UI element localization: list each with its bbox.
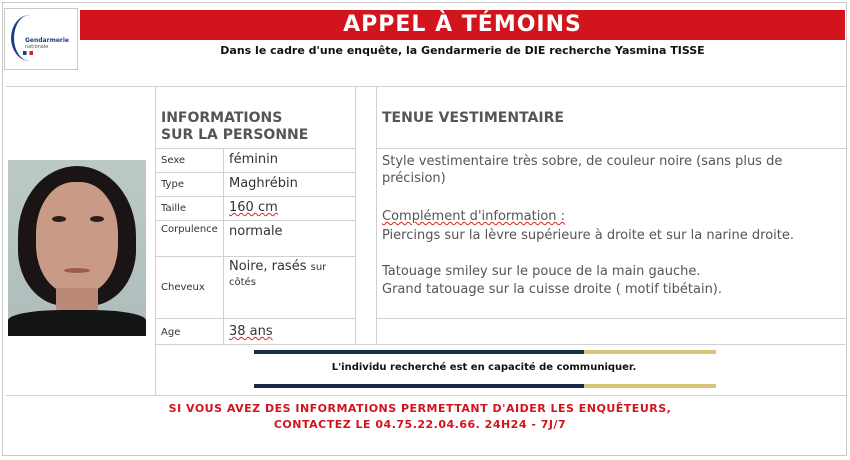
complement-line-3: Grand tatouage sur la cuisse droite ( motif tibétain). [382,282,723,297]
subtitle: Dans le cadre d'une enquête, la Gendarmerie de DIE recherche Yasmina TISSE [220,44,705,57]
logo-sub: nationale [25,44,49,50]
divider [155,256,355,257]
page-title: APPEL À TÉMOINS [80,10,845,40]
divider [155,196,355,197]
value-taille: 160 cm [229,200,278,215]
bar-gold [584,350,716,354]
value-type: Maghrébin [229,176,298,191]
divider [355,86,356,344]
divider [6,86,846,87]
divider [155,344,845,345]
bar-navy [254,350,584,354]
value-age: 38 ans [229,324,273,339]
label-age: Age [161,327,181,338]
label-corpulence: Corpulence [161,224,218,235]
divider [155,318,355,319]
value-cheveux: Noire, rasés sur côtés [229,259,327,288]
divider [155,220,355,221]
gendarmerie-logo [4,8,78,70]
divider [155,86,156,395]
divider [376,318,846,319]
logo-name: Gendarmerie [25,37,69,44]
flag-icon [23,51,33,55]
suspect-photo [8,160,146,336]
complement-line-1: Piercings sur la lèvre supérieure à droite et sur la narine droite. [382,228,794,243]
divider [376,148,846,149]
label-type: Type [161,179,184,190]
divider [155,148,355,149]
value-corpulence: normale [229,224,283,239]
footer-line-2: CONTACTEZ LE 04.75.22.04.66. 24H24 - 7J/7 [273,418,567,431]
complement-label: Complément d'information : [382,209,566,224]
label-sexe: Sexe [161,155,186,166]
label-cheveux: Cheveux [161,282,205,293]
bar-gold [584,384,716,388]
status-message: L'individu recherché est en capacité de communiquer. [331,362,637,373]
value-sexe: féminin [229,152,278,167]
divider [155,172,355,173]
label-taille: Taille [161,203,187,214]
complement-line-2: Tatouage smiley sur le pouce de la main gauche. [382,264,701,279]
divider [6,395,846,396]
tenue-heading: TENUE VESTIMENTAIRE [382,110,564,126]
divider [223,148,224,344]
footer-line-1: SI VOUS AVEZ DES INFORMATIONS PERMETTANT D'AIDER LES ENQUÊTEURS, [168,402,672,415]
info-heading: INFORMATIONS SUR LA PERSONNE [161,110,309,143]
bar-navy [254,384,584,388]
divider [376,86,377,344]
tenue-style: Style vestimentaire très sobre, de couleur noire (sans plus de précision) [382,154,783,186]
